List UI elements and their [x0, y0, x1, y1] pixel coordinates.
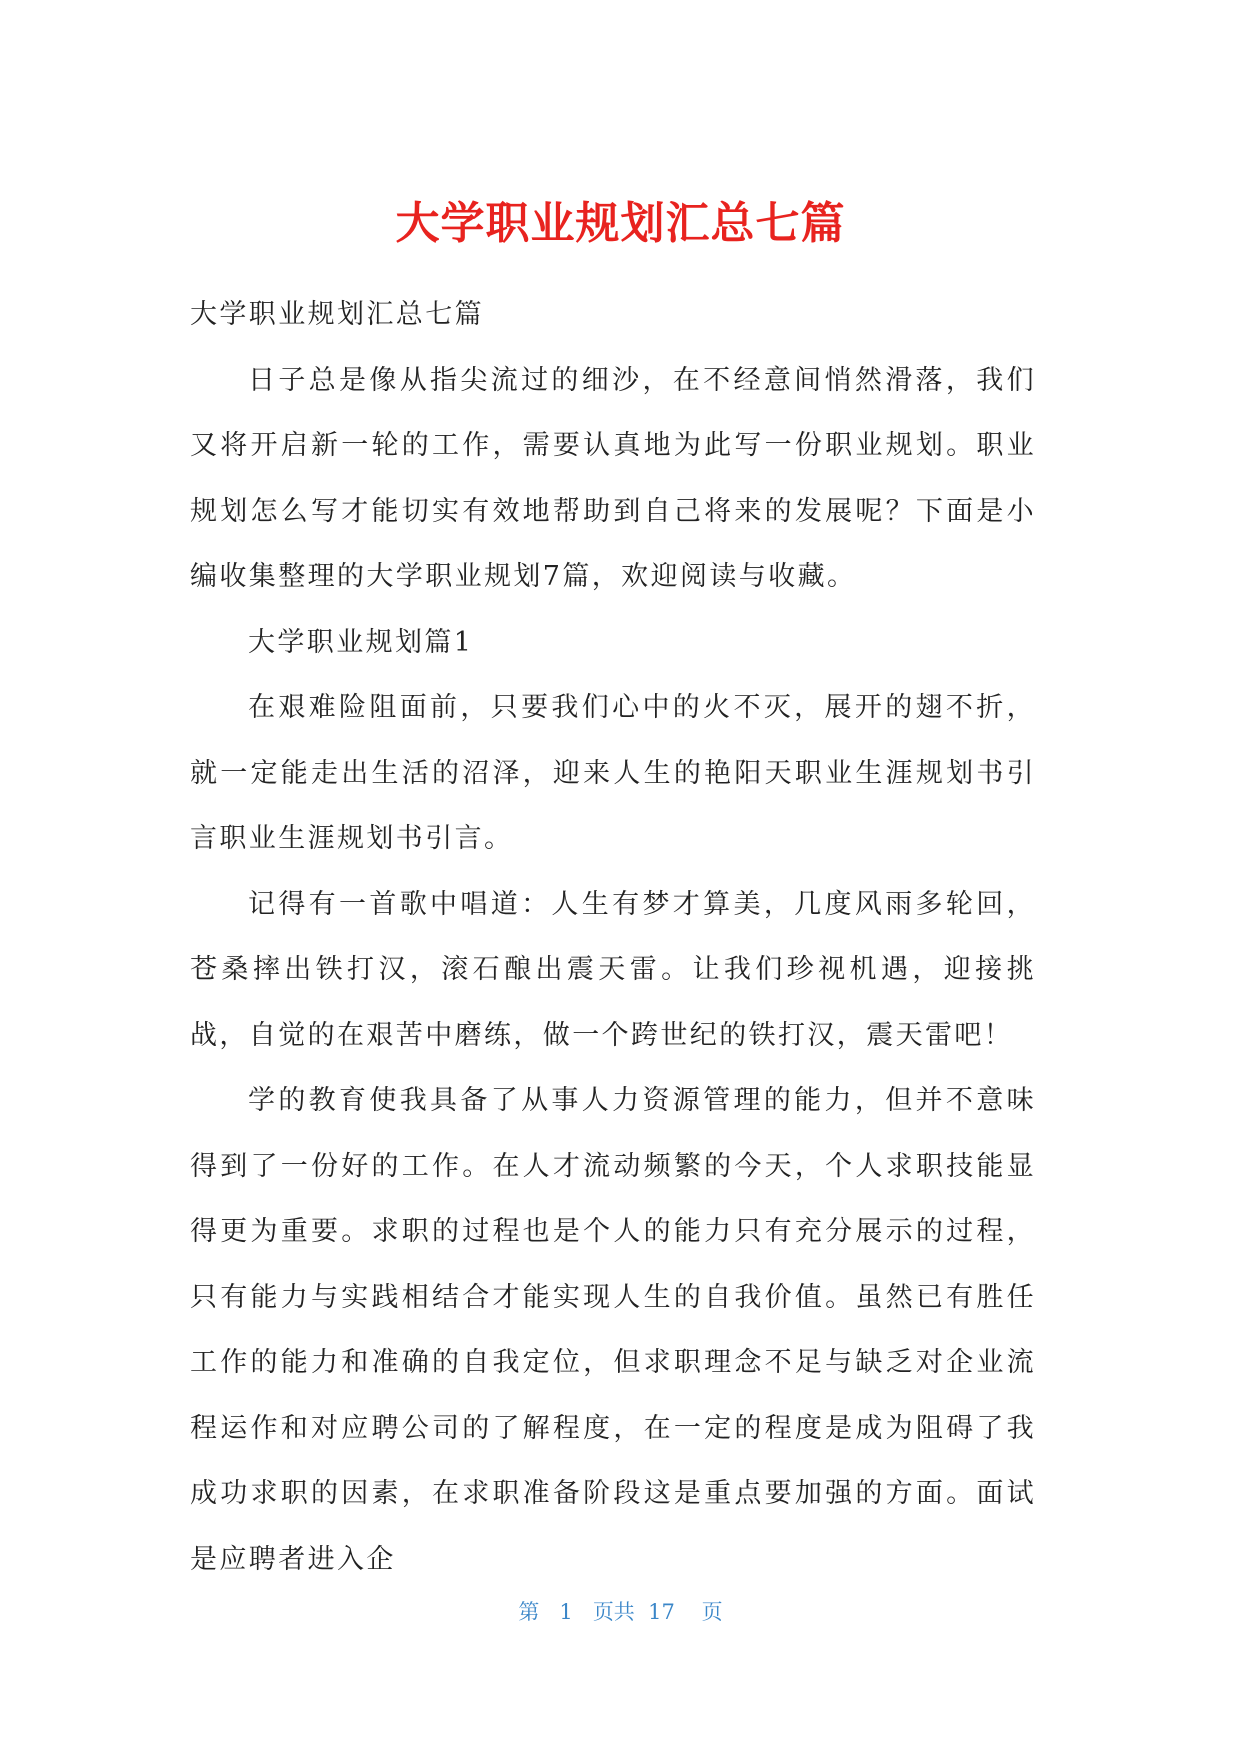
paragraph-intro: 日子总是像从指尖流过的细沙，在不经意间悄然滑落，我们又将开启新一轮的工作，需要认真地为此写一份职业规划。职业规划怎么写才能切实有效地帮助到自己将来的发展呢？下面是小编收集整理的大学职业规划7篇，欢迎阅读与收藏。 [190, 364, 1036, 592]
paragraph: 记得有一首歌中唱道：人生有梦才算美，几度风雨多轮回，苍桑摔出铁打汉，滚石酿出震天雷。让我们珍视机遇，迎接挑战，自觉的在艰苦中磨练，做一个跨世纪的铁打汉，震天雷吧！ [190, 888, 1036, 1051]
page-footer [0, 1598, 1241, 1626]
footer-middle: 页共 [592, 1600, 635, 1624]
paragraph: 学的教育使我具备了从事人力资源管理的能力，但并不意味得到了一份好的工作。在人才流动频繁的今天，个人求职技能显得更为重要。求职的过程也是个人的能力只有充分展示的过程，只有能力与实践相结合才能实现人生的自我价值。虽然已有胜任工作的能力和准确的自我定位，但求职理念不足与缺乏对企业流程运作和对应聘公司的了解程度，在一定的程度是成为阻碍了我成功求职的因素，在求职准备阶段这是重点要加强的方面。面试是应聘者进入企 [190, 1085, 1036, 1575]
footer-suffix: 页 [701, 1600, 723, 1624]
paragraph: 在艰难险阻面前，只要我们心中的火不灭，展开的翅不折，就一定能走出生活的沼泽，迎来人生的艳阳天职业生涯规划书引言职业生涯规划书引言。 [190, 692, 1036, 854]
total-pages-number: 17 [648, 1600, 675, 1624]
current-page-number: 1 [559, 1600, 573, 1624]
section-heading: 大学职业规划篇1 [248, 626, 474, 658]
document-body [190, 282, 1036, 1592]
document-title: 大学职业规划汇总七篇 [395, 198, 846, 249]
footer-prefix: 第 [518, 1600, 540, 1624]
document-subtitle: 大学职业规划汇总七篇 [190, 299, 484, 330]
